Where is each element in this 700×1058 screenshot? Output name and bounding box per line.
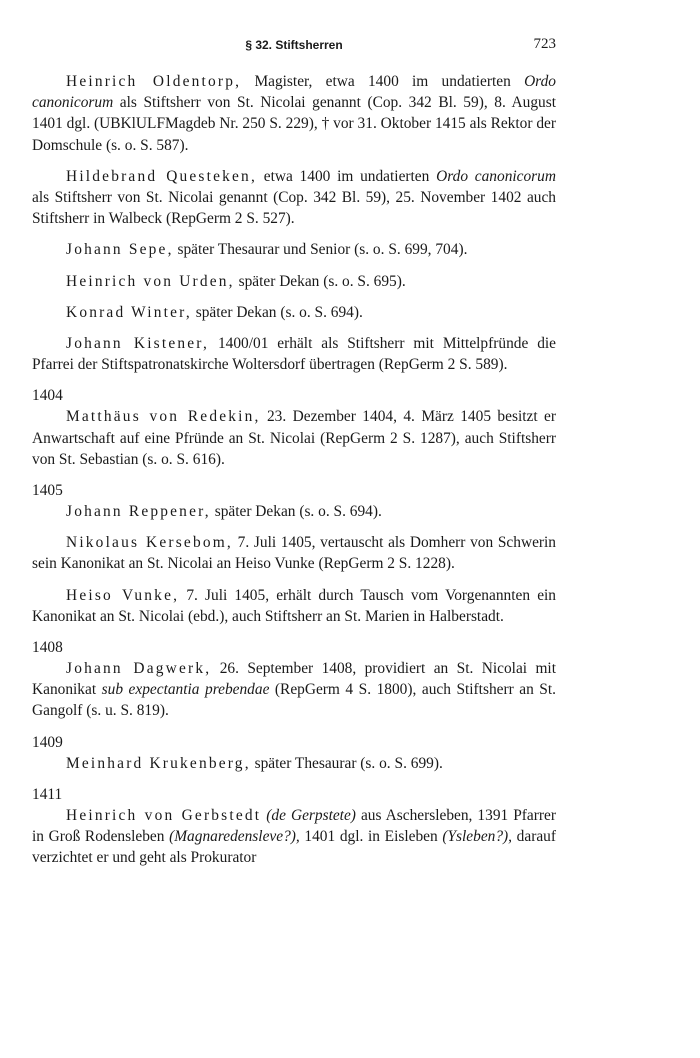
person-name: Johann Kistener, (66, 335, 210, 353)
person-name: Nikolaus Kersebom, (66, 534, 233, 552)
entry-text: aus Aschersleben, 1391 Pfarrer in Groß Rodensleben (32, 806, 556, 846)
entry-text: später Dekan (s. o. S. 695). (234, 272, 406, 290)
italic-text: (Ysleben?), (442, 828, 513, 846)
register-entry (32, 532, 556, 574)
year-heading: 1405 (32, 482, 63, 500)
section-title: § 32. Stiftsherren (245, 38, 343, 52)
person-name: Meinhard Krukenberg, (66, 754, 251, 772)
entry-text: darauf verzichtet er und geht als Prokurator (32, 828, 556, 867)
entry-text: 1400/01 erhält als Stiftsherr mit Mittelpfründe die Pfarrei der Stiftspatronatskirche Woltersdorf übertragen (RepGerm 2 S. 589). (32, 335, 556, 374)
register-entry (32, 753, 556, 774)
year-heading: 1409 (32, 733, 63, 751)
document-page (32, 36, 556, 878)
register-entry (32, 271, 556, 292)
register-entry (32, 585, 556, 627)
register-entry (32, 501, 556, 522)
entry-text: später Thesaurar und Senior (s. o. S. 699, 704). (173, 241, 468, 259)
entry-text: als Stiftsherr von St. Nicolai genannt (Cop. 342 Bl. 59), 8. August 1401 dgl. (UBKlULFMagdeb Nr. 250 S. 229), † vor 31. Oktober 1415 als Rektor der Domschule (s. o. S. 587). (32, 94, 556, 154)
year-heading: 1408 (32, 639, 63, 657)
document-body (32, 71, 556, 868)
register-entry (32, 658, 556, 722)
entry-text: 7. Juli 1405, vertauscht als Domherr von Schwerin sein Kanonikat an St. Nicolai an Heiso Vunke (RepGerm 2 S. 1228). (32, 534, 556, 573)
entry-text: etwa 1400 im undatierten (257, 167, 437, 185)
register-entry (32, 333, 556, 375)
italic-text: sub expectantia prebendae (101, 681, 270, 699)
italic-text: Ordo canonicorum (436, 167, 556, 185)
entry-text: 7. Juli 1405, erhält durch Tausch vom Vorgenannten ein Kanonikat an St. Nicolai (ebd.), auch Stiftsherr an St. Marien in Halberstadt. (32, 586, 556, 625)
register-entry (32, 406, 556, 470)
entry-text: später Thesaurar (s. o. S. 699). (250, 754, 443, 772)
register-entry (32, 166, 556, 230)
person-name: Heinrich Oldentorp, (66, 73, 242, 90)
italic-text: (de Gerpstete) (266, 806, 356, 824)
person-name: Heinrich von Urden, (66, 272, 235, 290)
entry-text: 1401 dgl. in Eisleben (299, 828, 443, 846)
register-entry (32, 71, 556, 156)
register-entry (32, 302, 556, 323)
person-name: Konrad Winter, (66, 303, 192, 321)
register-entry (32, 805, 556, 869)
year-heading: 1411 (32, 785, 63, 803)
entry-text: später Dekan (s. o. S. 694). (191, 303, 363, 321)
entry-text: 23. Dezember 1404, 4. März 1405 besitzt er Anwartschaft auf eine Pfründe an St. Nicolai (RepGerm 2 S. 1287), auch Stiftsherr von St. Sebastian (s. o. S. 616). (32, 408, 556, 468)
person-name: Heinrich von Gerbstedt (66, 806, 262, 824)
italic-text: (Magnaredensleve?), (169, 828, 300, 846)
running-header (32, 36, 556, 58)
person-name: Hildebrand Questeken, (66, 167, 257, 185)
person-name: Johann Reppener, (66, 503, 211, 521)
person-name: Johann Dagwerk, (66, 660, 212, 678)
register-entry (32, 239, 556, 260)
person-name: Matthäus von Redekin, (66, 408, 261, 426)
entry-text: Magister, etwa 1400 im undatierten (241, 73, 525, 90)
entry-text: 26. September 1408, providiert an St. Nicolai mit Kanonikat (32, 660, 556, 699)
entry-text: (RepGerm 4 S. 1800), auch Stiftsherr an St. Gangolf (s. u. S. 819). (32, 681, 556, 720)
person-name: Heiso Vunke, (66, 586, 180, 604)
italic-text: Ordo canonicorum (32, 73, 556, 112)
entry-text: später Dekan (s. o. S. 694). (210, 503, 382, 521)
entry-text: als Stiftsherr von St. Nicolai genannt (Cop. 342 Bl. 59), 25. November 1402 auch Stiftsherr in Walbeck (RepGerm 2 S. 527). (32, 189, 556, 228)
page-number: 723 (533, 36, 556, 52)
year-heading: 1404 (32, 387, 63, 405)
person-name: Johann Sepe, (66, 241, 174, 259)
